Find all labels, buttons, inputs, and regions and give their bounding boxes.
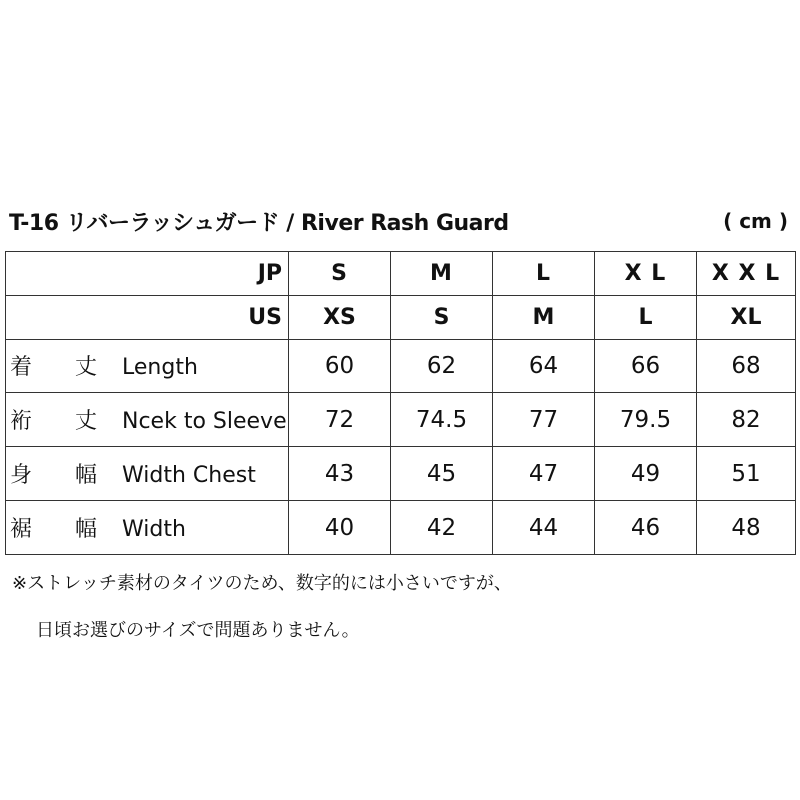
row-label-jp: 裄 丈 bbox=[10, 409, 115, 435]
size-table bbox=[5, 251, 796, 555]
table-cell: 66 bbox=[595, 339, 697, 393]
table-cell: 40 bbox=[289, 501, 391, 555]
table-cell: 48 bbox=[697, 501, 796, 555]
row-label-jp: 裾 幅 bbox=[10, 517, 115, 543]
jp-size-row bbox=[6, 252, 796, 296]
footnote-line-2: 日頃お選びのサイズで問題ありません。 bbox=[36, 620, 360, 641]
table-row-chest bbox=[6, 447, 796, 501]
us-size-cell: XL bbox=[697, 295, 796, 339]
table-cell: 46 bbox=[595, 501, 697, 555]
us-size-row bbox=[6, 295, 796, 339]
table-cell: 64 bbox=[493, 339, 595, 393]
table-cell: 79.5 bbox=[595, 393, 697, 447]
jp-size-cell: X X L bbox=[697, 252, 796, 296]
table-cell: 49 bbox=[595, 447, 697, 501]
table-row-sleeve bbox=[6, 393, 796, 447]
table-cell: 62 bbox=[391, 339, 493, 393]
row-label-en: Width Chest bbox=[122, 463, 256, 489]
row-label-en: Width bbox=[122, 517, 186, 543]
unit-label: ( cm ) bbox=[723, 209, 788, 233]
table-cell: 44 bbox=[493, 501, 595, 555]
table-cell: 45 bbox=[391, 447, 493, 501]
row-label-en: Length bbox=[122, 355, 198, 381]
table-row-width bbox=[6, 501, 796, 555]
jp-size-cell: L bbox=[493, 252, 595, 296]
table-cell: 68 bbox=[697, 339, 796, 393]
table-cell: 42 bbox=[391, 501, 493, 555]
us-header-label: US bbox=[6, 295, 289, 339]
table-cell: 82 bbox=[697, 393, 796, 447]
table-cell: 77 bbox=[493, 393, 595, 447]
jp-size-cell: M bbox=[391, 252, 493, 296]
jp-size-cell: X L bbox=[595, 252, 697, 296]
row-label bbox=[6, 447, 289, 501]
table-cell: 43 bbox=[289, 447, 391, 501]
jp-size-cell: S bbox=[289, 252, 391, 296]
row-label bbox=[6, 501, 289, 555]
row-label bbox=[6, 339, 289, 393]
row-label-jp: 身 幅 bbox=[10, 463, 115, 489]
table-row-length bbox=[6, 339, 796, 393]
row-label bbox=[6, 393, 289, 447]
us-size-cell: XS bbox=[289, 295, 391, 339]
row-label-en: Ncek to Sleeve bbox=[122, 409, 287, 435]
jp-header-label: JP bbox=[6, 252, 289, 296]
row-label-jp: 着 丈 bbox=[10, 355, 115, 381]
table-cell: 60 bbox=[289, 339, 391, 393]
table-cell: 72 bbox=[289, 393, 391, 447]
table-cell: 74.5 bbox=[391, 393, 493, 447]
table-cell: 51 bbox=[697, 447, 796, 501]
table-cell: 47 bbox=[493, 447, 595, 501]
us-size-cell: L bbox=[595, 295, 697, 339]
footnote-line-1: ※ストレッチ素材のタイツのため、数字的には小さいですが、 bbox=[12, 573, 512, 594]
us-size-cell: S bbox=[391, 295, 493, 339]
chart-title: T-16 リバーラッシュガード / River Rash Guard bbox=[9, 211, 509, 236]
us-size-cell: M bbox=[493, 295, 595, 339]
